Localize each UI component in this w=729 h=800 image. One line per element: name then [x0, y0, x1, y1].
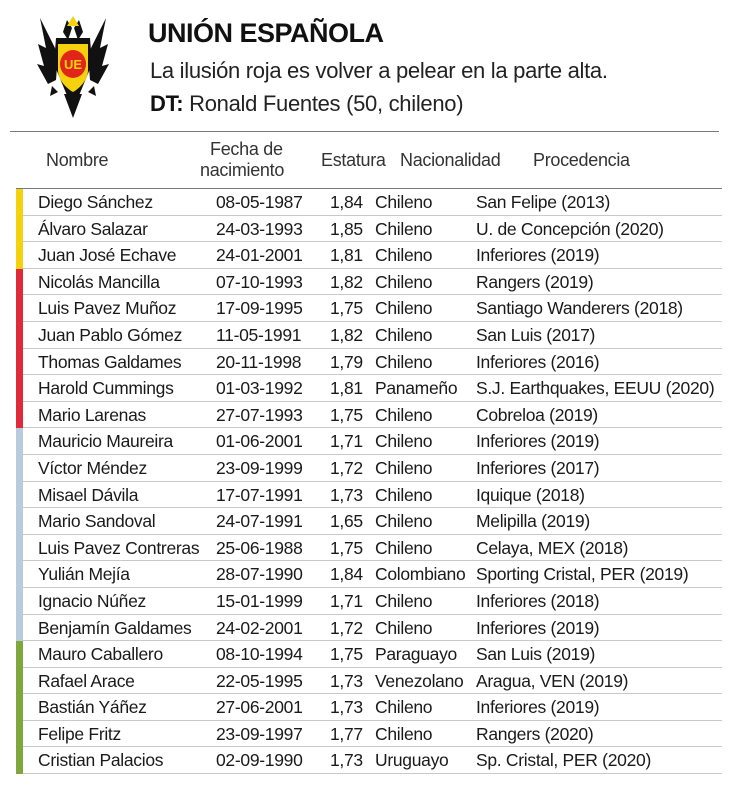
player-name: Mario Larenas: [38, 404, 146, 425]
position-color-bar: [16, 508, 23, 535]
birth-date: 20-11-1998: [216, 351, 302, 372]
eagle-tail: [64, 94, 82, 118]
birth-date: 08-10-1994: [216, 644, 303, 665]
player-origin: Inferiores (2019): [476, 245, 600, 266]
player-table: [16, 189, 722, 774]
table-row: [16, 721, 722, 748]
player-height: 1,71: [330, 431, 363, 452]
player-origin: Cobreloa (2019): [476, 404, 598, 425]
player-height: 1,65: [330, 511, 363, 532]
position-color-bar: [16, 482, 23, 509]
table-row: [16, 508, 722, 535]
player-nationality: Chileno: [375, 298, 433, 319]
table-row: [16, 402, 722, 429]
player-name: Harold Cummings: [38, 378, 174, 399]
player-origin: Iquique (2018): [476, 484, 585, 505]
table-row: [16, 242, 722, 269]
birth-date: 15-01-1999: [216, 590, 303, 611]
table-row: [16, 535, 722, 562]
player-height: 1,71: [330, 590, 363, 611]
player-origin: Celaya, MEX (2018): [476, 537, 629, 558]
player-height: 1,82: [330, 324, 363, 345]
player-nationality: Chileno: [375, 351, 433, 372]
player-height: 1,72: [330, 457, 363, 478]
table-row: [16, 322, 722, 349]
birth-date: 22-05-1995: [216, 670, 303, 691]
player-origin: Inferiores (2018): [476, 590, 600, 611]
header-divider: [10, 131, 719, 132]
player-nationality: Chileno: [375, 271, 433, 292]
player-origin: San Felipe (2013): [476, 192, 611, 212]
player-nationality: Uruguayo: [375, 750, 449, 771]
birth-date: 07-10-1993: [216, 271, 303, 292]
player-name: Bastián Yáñez: [38, 697, 147, 718]
table-row: [16, 668, 722, 695]
position-color-bar: [16, 402, 23, 429]
player-name: Mauro Caballero: [38, 644, 163, 665]
player-name: Misael Dávila: [38, 484, 139, 505]
table-row: [16, 349, 722, 376]
birth-date: 17-07-1991: [216, 484, 303, 505]
player-origin: San Luis (2019): [476, 644, 596, 665]
player-name: Víctor Méndez: [38, 457, 147, 478]
player-origin: Rangers (2020): [476, 723, 594, 744]
player-height: 1,75: [330, 537, 363, 558]
table-row: [16, 615, 722, 642]
table-row: [16, 375, 722, 402]
eagle-crown: [67, 16, 79, 26]
position-color-bar: [16, 322, 23, 349]
player-nationality: Venezolano: [375, 670, 464, 691]
birth-date: 01-03-1992: [216, 378, 303, 399]
birth-date: 27-06-2001: [216, 697, 303, 718]
position-color-bar: [16, 721, 23, 748]
player-nationality: Chileno: [375, 431, 433, 452]
player-nationality: Chileno: [375, 537, 433, 558]
player-origin: Santiago Wanderers (2018): [476, 298, 683, 319]
column-header-name: Nombre: [46, 150, 109, 170]
crest-letters: UE: [63, 57, 83, 72]
birth-date: 08-05-1987: [216, 192, 303, 212]
player-name: Diego Sánchez: [38, 192, 153, 212]
position-color-bar: [16, 216, 23, 243]
birth-date: 24-07-1991: [216, 511, 303, 532]
player-nationality: Chileno: [375, 457, 433, 478]
birth-date: 27-07-1993: [216, 404, 303, 425]
birth-date: 11-05-1991: [216, 324, 302, 345]
player-height: 1,77: [330, 723, 363, 744]
position-color-bar: [16, 455, 23, 482]
table-row: [16, 747, 722, 774]
position-color-bar: [16, 428, 23, 455]
coach-label: DT:: [150, 91, 184, 116]
player-nationality: Chileno: [375, 511, 433, 532]
player-name: Juan Pablo Gómez: [38, 324, 183, 345]
player-nationality: Chileno: [375, 484, 433, 505]
position-color-bar: [16, 694, 23, 721]
player-origin: Inferiores (2019): [476, 697, 600, 718]
table-row: [16, 482, 722, 509]
birth-date: 28-07-1990: [216, 564, 303, 585]
column-header-birth-line1: Fecha de: [210, 139, 283, 159]
column-header-height: Estatura: [321, 150, 386, 170]
player-nationality: Chileno: [375, 697, 433, 718]
player-name: Luis Pavez Contreras: [38, 537, 200, 558]
birth-date: 01-06-2001: [216, 431, 303, 452]
table-row: [16, 189, 722, 216]
birth-date: 24-02-2001: [216, 617, 303, 638]
player-name: Cristian Palacios: [38, 750, 164, 771]
player-name: Luis Pavez Muñoz: [38, 298, 177, 319]
birth-date: 23-09-1997: [216, 723, 303, 744]
player-name: Yulián Mejía: [38, 564, 130, 585]
player-origin: Inferiores (2019): [476, 617, 600, 638]
coach-line: [150, 91, 463, 117]
position-color-bar: [16, 189, 23, 216]
coach-value: Ronald Fuentes (50, chileno): [189, 91, 464, 116]
player-height: 1,75: [330, 644, 363, 665]
player-origin: San Luis (2017): [476, 324, 596, 345]
table-row: [16, 269, 722, 296]
position-color-bar: [16, 615, 23, 642]
table-row: [16, 216, 722, 243]
position-color-bar: [16, 561, 23, 588]
table-row: [16, 641, 722, 668]
eagle-right-wing: [88, 18, 109, 84]
birth-date: 24-01-2001: [216, 245, 303, 266]
player-origin: Sp. Cristal, PER (2020): [476, 750, 651, 771]
player-nationality: Chileno: [375, 590, 433, 611]
position-color-bar: [16, 242, 23, 269]
player-nationality: Chileno: [375, 245, 433, 266]
player-height: 1,72: [330, 617, 363, 638]
player-origin: S.J. Earthquakes, EEUU (2020): [476, 378, 715, 399]
player-height: 1,82: [330, 271, 363, 292]
eagle-left-wing: [37, 18, 58, 84]
column-header-birth: [200, 139, 284, 181]
player-nationality: Panameño: [375, 378, 458, 399]
column-header-nationality: Nacionalidad: [400, 150, 501, 170]
team-subtitle: La ilusión roja es volver a pelear en la parte alta.: [150, 58, 608, 83]
player-height: 1,73: [330, 697, 363, 718]
player-origin: Sporting Cristal, PER (2019): [476, 564, 689, 585]
player-name: Benjamín Galdames: [38, 617, 192, 638]
birth-date: 25-06-1988: [216, 537, 303, 558]
player-name: Mauricio Maureira: [38, 431, 173, 452]
player-name: Rafael Arace: [38, 670, 135, 691]
player-origin: Inferiores (2017): [476, 457, 600, 478]
column-header-birth-line2: nacimiento: [200, 160, 285, 180]
player-height: 1,75: [330, 298, 363, 319]
player-nationality: Chileno: [375, 617, 433, 638]
player-name: Ignacio Núñez: [38, 590, 146, 611]
table-row: [16, 428, 722, 455]
position-color-bar: [16, 375, 23, 402]
player-height: 1,79: [330, 351, 363, 372]
player-origin: Rangers (2019): [476, 271, 594, 292]
position-color-bar: [16, 747, 23, 774]
birth-date: 24-03-1993: [216, 218, 303, 239]
player-height: 1,85: [330, 218, 363, 239]
player-nationality: Chileno: [375, 324, 433, 345]
table-row: [16, 694, 722, 721]
table-row: [16, 561, 722, 588]
table-row: [16, 295, 722, 322]
birth-date: 23-09-1999: [216, 457, 303, 478]
birth-date: 02-09-1990: [216, 750, 303, 771]
player-nationality: Chileno: [375, 218, 433, 239]
player-name: Felipe Fritz: [38, 723, 121, 744]
player-nationality: Chileno: [375, 404, 433, 425]
birth-date: 17-09-1995: [216, 298, 303, 319]
player-origin: Melipilla (2019): [476, 511, 590, 532]
position-color-bar: [16, 349, 23, 376]
player-name: Thomas Galdames: [38, 351, 182, 372]
player-name: Álvaro Salazar: [38, 218, 148, 239]
player-height: 1,73: [330, 670, 363, 691]
player-nationality: Chileno: [375, 723, 433, 744]
player-height: 1,73: [330, 484, 363, 505]
player-height: 1,75: [330, 404, 363, 425]
player-height: 1,81: [330, 245, 363, 266]
player-height: 1,84: [330, 564, 363, 585]
team-title: UNIÓN ESPAÑOLA: [148, 18, 384, 48]
player-nationality: Chileno: [375, 192, 433, 212]
player-nationality: Colombiano: [375, 564, 466, 585]
club-crest-logo: [34, 14, 112, 124]
player-height: 1,84: [330, 192, 363, 212]
player-nationality: Paraguayo: [375, 644, 457, 665]
player-origin: U. de Concepción (2020): [476, 218, 664, 239]
position-color-bar: [16, 668, 23, 695]
position-color-bar: [16, 269, 23, 296]
position-color-bar: [16, 588, 23, 615]
position-color-bar: [16, 295, 23, 322]
player-name: Juan José Echave: [38, 245, 177, 266]
player-height: 1,73: [330, 750, 363, 771]
position-color-bar: [16, 641, 23, 668]
table-row: [16, 455, 722, 482]
player-name: Nicolás Mancilla: [38, 271, 160, 292]
player-origin: Inferiores (2019): [476, 431, 600, 452]
player-origin: Inferiores (2016): [476, 351, 600, 372]
column-header-origin: Procedencia: [533, 150, 630, 170]
player-height: 1,81: [330, 378, 363, 399]
position-color-bar: [16, 535, 23, 562]
player-name: Mario Sandoval: [38, 511, 156, 532]
player-origin: Aragua, VEN (2019): [476, 670, 629, 691]
table-row: [16, 588, 722, 615]
